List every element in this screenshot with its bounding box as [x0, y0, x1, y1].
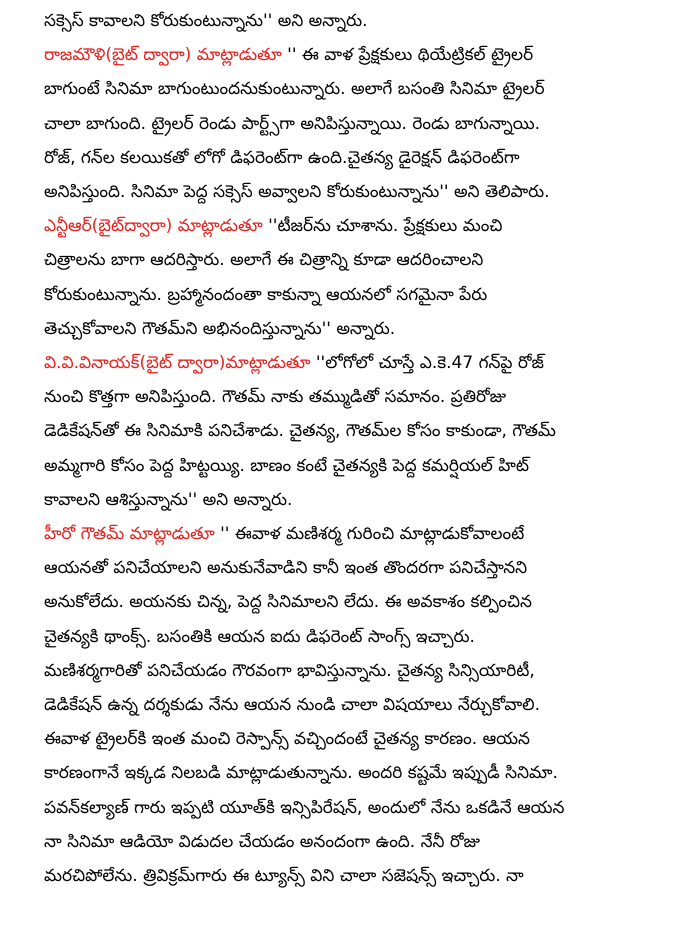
speaker-label: వి.వి.వినాయక్(బైట్ ద్వారా)మాట్లాడుతూ — [44, 353, 311, 373]
text-line — [44, 825, 480, 859]
article-body — [44, 0, 674, 951]
text-run: ''లోగోలో చూస్తే ఎ.కె.47 గన్‌పై రోజ్ — [310, 353, 544, 373]
text-line — [44, 243, 483, 277]
text-run: చైతన్యకి థాంక్స్. బసంతికి ఆయన ఐదు డిఫరెంట్ సాంగ్స్ ఇచ్చారు. — [44, 626, 475, 647]
text-run: '' ఈ వాళ ప్రేక్షకులు థియేట్రికల్ ట్రైలర్ — [281, 45, 534, 66]
text-line — [44, 312, 395, 346]
text-line — [44, 688, 540, 722]
text-run: '' ఈవాళ మణిశర్మ గురించి మాట్లాడుకోవాలంటే — [214, 524, 525, 544]
text-line — [44, 483, 292, 517]
text-run: ఆయనతో పనిచేయాలని అనుకునేవాడిని కానీ ఇంత తొందరగా పనిచేస్తానని — [44, 558, 528, 579]
text-run: అనుకోలేదు. అయనకు చిన్న, పెద్ద సినిమాలని లేదు. ఈ అవకాశం కల్పించిన — [44, 592, 532, 613]
text-run: కారణంగానే ఇక్కడ నిలబడి మాట్లాడుతున్నాను. అందరి కష్టమే ఇప్పుడీ సినిమా. — [44, 763, 558, 784]
text-line — [44, 517, 524, 551]
text-line — [44, 722, 530, 756]
text-run: డెడికేషన్‌తో ఈ సినిమాకి పనిచేశాడు. చైతన్య, గౌతమ్‌ల కోసం కాకుండా, గౌతమ్ — [44, 421, 556, 442]
text-line — [44, 175, 550, 209]
text-line — [44, 209, 502, 243]
text-line — [44, 4, 368, 38]
text-line — [44, 859, 524, 893]
text-run: అమ్మగారి కోసం పెద్ద హిట్టయ్యి. బాణం కంటే చైతన్యకి పెద్ద కమర్షియల్ హిట్ — [44, 455, 529, 476]
text-run: కావాలని ఆశిస్తున్నాను'' అని అన్నారు. — [44, 489, 293, 510]
text-line — [44, 791, 564, 825]
text-line — [44, 38, 533, 72]
text-run: నా సినిమా ఆడియో విడుదల చేయడం అనందంగా ఉంది. నేనీ రోజు — [44, 831, 480, 852]
text-run: కోరుకుంటున్నాను. బ్రహ్మానందంతా కాకున్నా ఆయనలో సగమైనా పేరు — [44, 284, 488, 305]
text-run: మరచిపోలేను. త్రివిక్రమ్‌గారు ఈ ట్యూన్స్ విని చాలా సజెషన్స్ ఇచ్చారు. నా — [44, 866, 524, 886]
text-line — [44, 72, 545, 106]
text-run: మణిశర్మగారితో పనిచేయడం గౌరవంగా భావిస్తున్నాను. చైతన్య సిన్సియారిటీ, — [44, 660, 535, 681]
text-line — [44, 654, 535, 688]
text-line — [44, 278, 487, 312]
text-line — [44, 449, 529, 483]
text-line — [44, 620, 475, 654]
text-run: రోజ్, గన్‌ల కలయికతో లోగో డిఫరెంట్‌గా ఉంది.చైతన్య డైరెక్షన్ డిఫరెంట్‌గా — [44, 147, 520, 168]
text-run: బాగుంటే సినిమా బాగుంటుందనుకుంటున్నారు. అలాగే బసంతి సినిమా ట్రైలర్ — [44, 79, 545, 100]
text-run: అనిపిస్తుంది. సినిమా పెద్ద సక్సెస్ అవ్వాలని కోరుకుంటున్నాను'' అని తెలిపారు. — [44, 182, 550, 202]
text-run: నుంచి కొత్తగా అనిపిస్తుంది. గౌతమ్ నాకు తమ్ముడితో సమానం. ప్రతిరోజు — [44, 387, 507, 408]
text-line — [44, 346, 544, 380]
text-line — [44, 380, 506, 414]
speaker-label: ఎన్టీఆర్(బైట్‌ద్వారా) మాట్లాడుతూ — [44, 216, 263, 237]
text-line — [44, 107, 540, 141]
text-line — [44, 414, 556, 448]
text-run: ''టీజర్‌ను చూశాను. ప్రేక్షకులు మంచి — [262, 216, 503, 237]
text-run: సక్సెస్ కావాలని కోరుకుంటున్నాను'' అని అన్నారు. — [44, 11, 368, 31]
text-line — [44, 585, 532, 619]
text-run: ఈవాళ ట్రైలర్‌కి ఇంత మంచి రెస్పాన్స్ వచ్చిందంటే చైతన్య కారణం. ఆయన — [44, 729, 530, 750]
text-run: చాలా బాగుంది. ట్రైలర్ రెండు పార్ట్స్‌గా అనిపిస్తున్నాయి. రెండు బాగున్నాయి. — [44, 113, 541, 134]
speaker-label: రాజమౌళి(బైట్ ద్వారా) మాట్లాడుతూ — [44, 45, 282, 66]
text-line — [44, 551, 527, 585]
text-line — [44, 756, 558, 790]
text-line — [44, 141, 520, 175]
text-run: చిత్రాలను బాగా ఆదరిస్తారు. అలాగే ఈ చిత్రాన్ని కూడా ఆదరించాలని — [44, 250, 484, 271]
text-run: పవన్‌కల్యాణ్ గారు ఇప్పటి యూత్‌కి ఇన్సిపిరేషన్, అందులో నేను ఒకడినే ఆయన — [44, 797, 565, 818]
text-run: తెచ్చుకోవాలని గౌతమ్‌ని అభినందిస్తున్నాను'' అన్నారు. — [44, 318, 396, 339]
text-run: డెడికేషన్ ఉన్న దర్శకుడు నేను ఆయన నుండి చాలా విషయాలు నేర్చుకోవాలి. — [44, 695, 541, 715]
speaker-label: హీరో గౌతమ్ మాట్లాడుతూ — [44, 524, 215, 544]
